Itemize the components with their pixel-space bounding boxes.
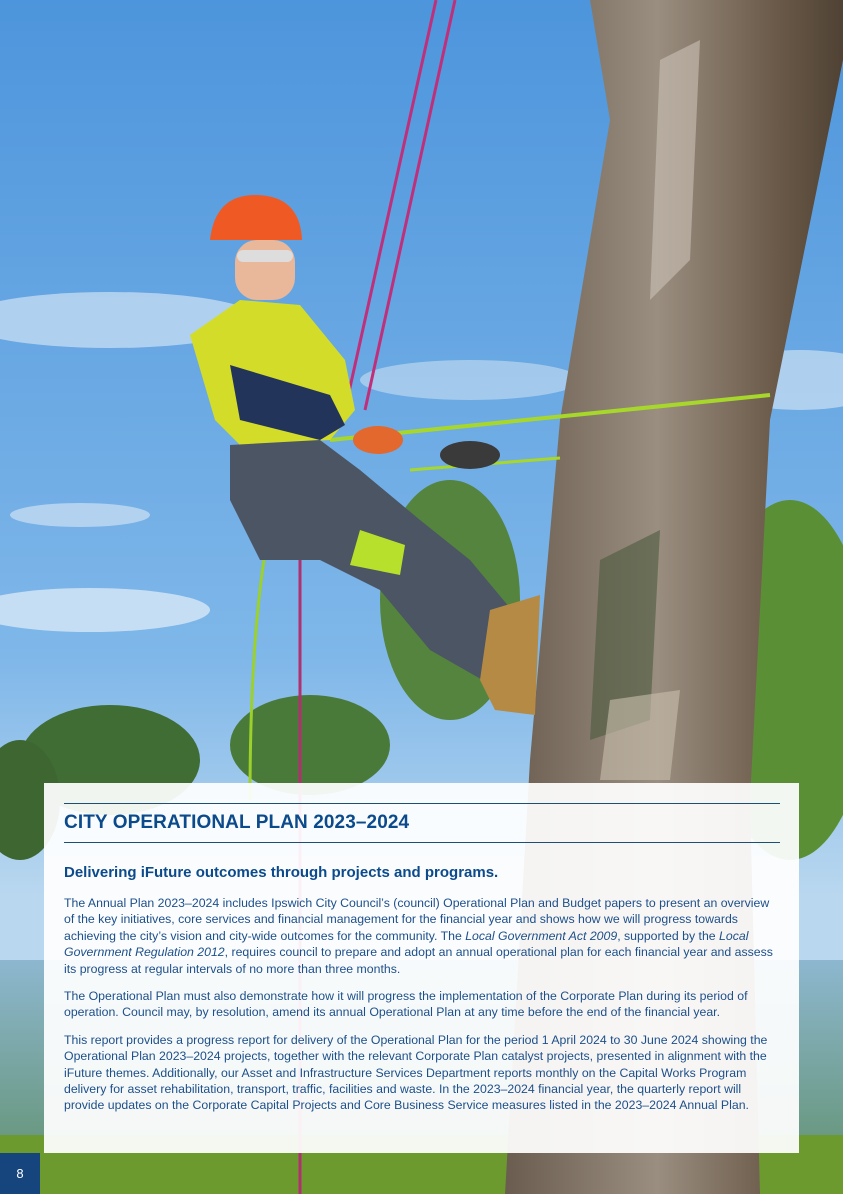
paragraph-1-text-b: , supported by the	[617, 928, 720, 943]
paragraph-3: This report provides a progress report for delivery of the Operational Plan for the period 1 April 2024 to 30 June 2024 showing the Operational Plan 2023–2024 projects, together with the relevant Corporate Plan catalyst projects, presented in alignment with the iFuture themes. Additionally, our Asset and Infrastructure Services Department reports monthly on the Capital Works Program delivery for asset rehabilitation, transport, traffic, facilities and waste. In the 2023–2024 financial year, the quarterly report will provide updates on the Corporate Capital Projects and Core Business Service measures listed in the 2023–2024 Annual Plan.	[64, 1032, 768, 1113]
paragraph-1-text-a: The Annual Plan 2023–2024 includes Ipswich City Council’s (council) Operational Plan and Budget papers to present an overview of the key initiatives, core services and financial management for the financial year and shows how we will progress towards achieving the city’s vision and city-wide outcomes for the community. The	[64, 896, 770, 943]
heading-bottom-rule	[64, 842, 780, 843]
page-number: 8	[0, 1153, 40, 1194]
heading-top-rule	[64, 803, 780, 804]
page-title: CITY OPERATIONAL PLAN 2023–2024	[64, 812, 410, 833]
section-subtitle: Delivering iFuture outcomes through projects and programs.	[64, 864, 499, 881]
content-panel	[44, 783, 799, 1153]
body-text	[64, 895, 780, 1125]
paragraph-2: The Operational Plan must also demonstrate how it will progress the implementation of the Corporate Plan during its period of operation. Council may, by resolution, amend its annual Operational Plan at any time before the end of the financial year.	[64, 989, 748, 1020]
regulation-title: Local Government Regulation 2012	[64, 928, 749, 960]
act-title: Local Government Act 2009	[465, 928, 618, 943]
paragraph-1	[64, 895, 780, 977]
paragraph-1-text-c: , requires council to prepare and adopt an annual operational plan for each financial year and assess its progress at regular intervals of no more than three months.	[64, 945, 773, 976]
